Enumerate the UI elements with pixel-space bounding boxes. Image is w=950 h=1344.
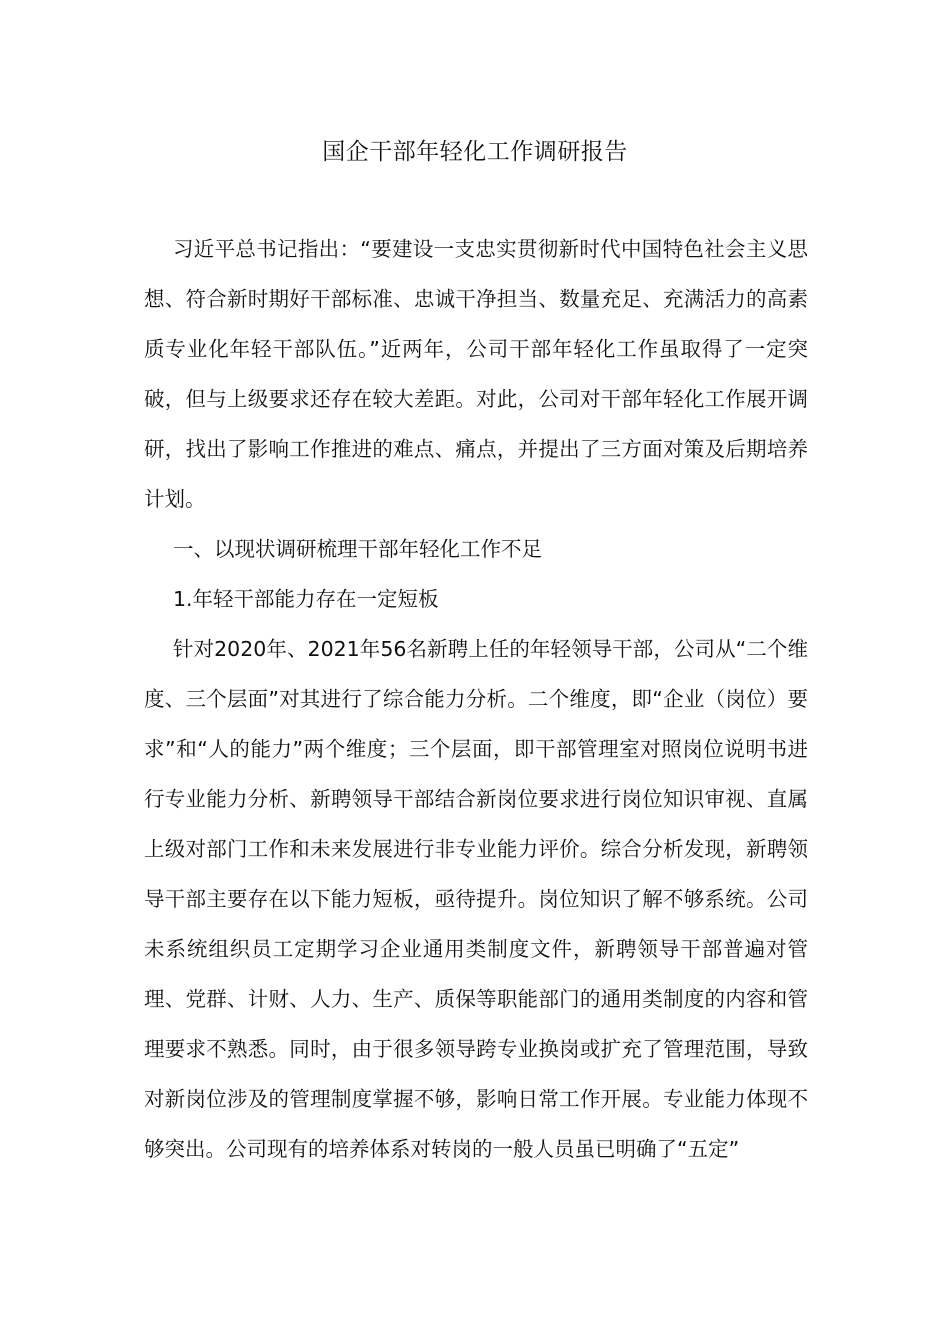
section-heading-1: 一、以现状调研梳理干部年轻化工作不足 <box>173 537 542 561</box>
intro-paragraph: 习近平总书记指出：“要建设一支忠实贯彻新时代中国特色社会主义思想、符合新时期好干部标准、忠诚干净担当、数量充足、充满活力的高素质专业化年轻干部队伍。”近两年，公司干部年轻化工作虽取得了一定突破，但与上级要求还存在较大差距。对此，公司对干部年轻化工作展开调研，找出了影响工作推进的难点、痛点，并提出了三方面对策及后期培养计划。 <box>144 237 808 511</box>
body-paragraph: 针对2020年、2021年56名新聘上任的年轻领导干部，公司从“二个维度、三个层面”对其进行了综合能力分析。二个维度，即“企业（岗位）要求”和“人的能力”两个维度；三个层面，即干部管理室对照岗位说明书进行专业能力分析、新聘领导干部结合新岗位要求进行岗位知识审视、直属上级对部门工作和未来发展进行非专业能力评价。综合分析发现，新聘领导干部主要存在以下能力短板，亟待提升。岗位知识了解不够系统。公司未系统组织员工定期学习企业通用类制度文件，新聘领导干部普遍对管理、党群、计财、人力、生产、质保等职能部门的通用类制度的内容和管理要求不熟悉。同时，由于很多领导跨专业换岗或扩充了管理范围，导致对新岗位涉及的管理制度掌握不够，影响日常工作开展。专业能力体现不够突出。公司现有的培养体系对转岗的一般人员虽已明确了“五定” <box>144 637 808 1161</box>
document-body <box>144 224 808 1174</box>
document-title: 国企干部年轻化工作调研报告 <box>322 139 628 165</box>
subsection-heading-1-1: 1.年轻干部能力存在一定短板 <box>173 587 439 611</box>
